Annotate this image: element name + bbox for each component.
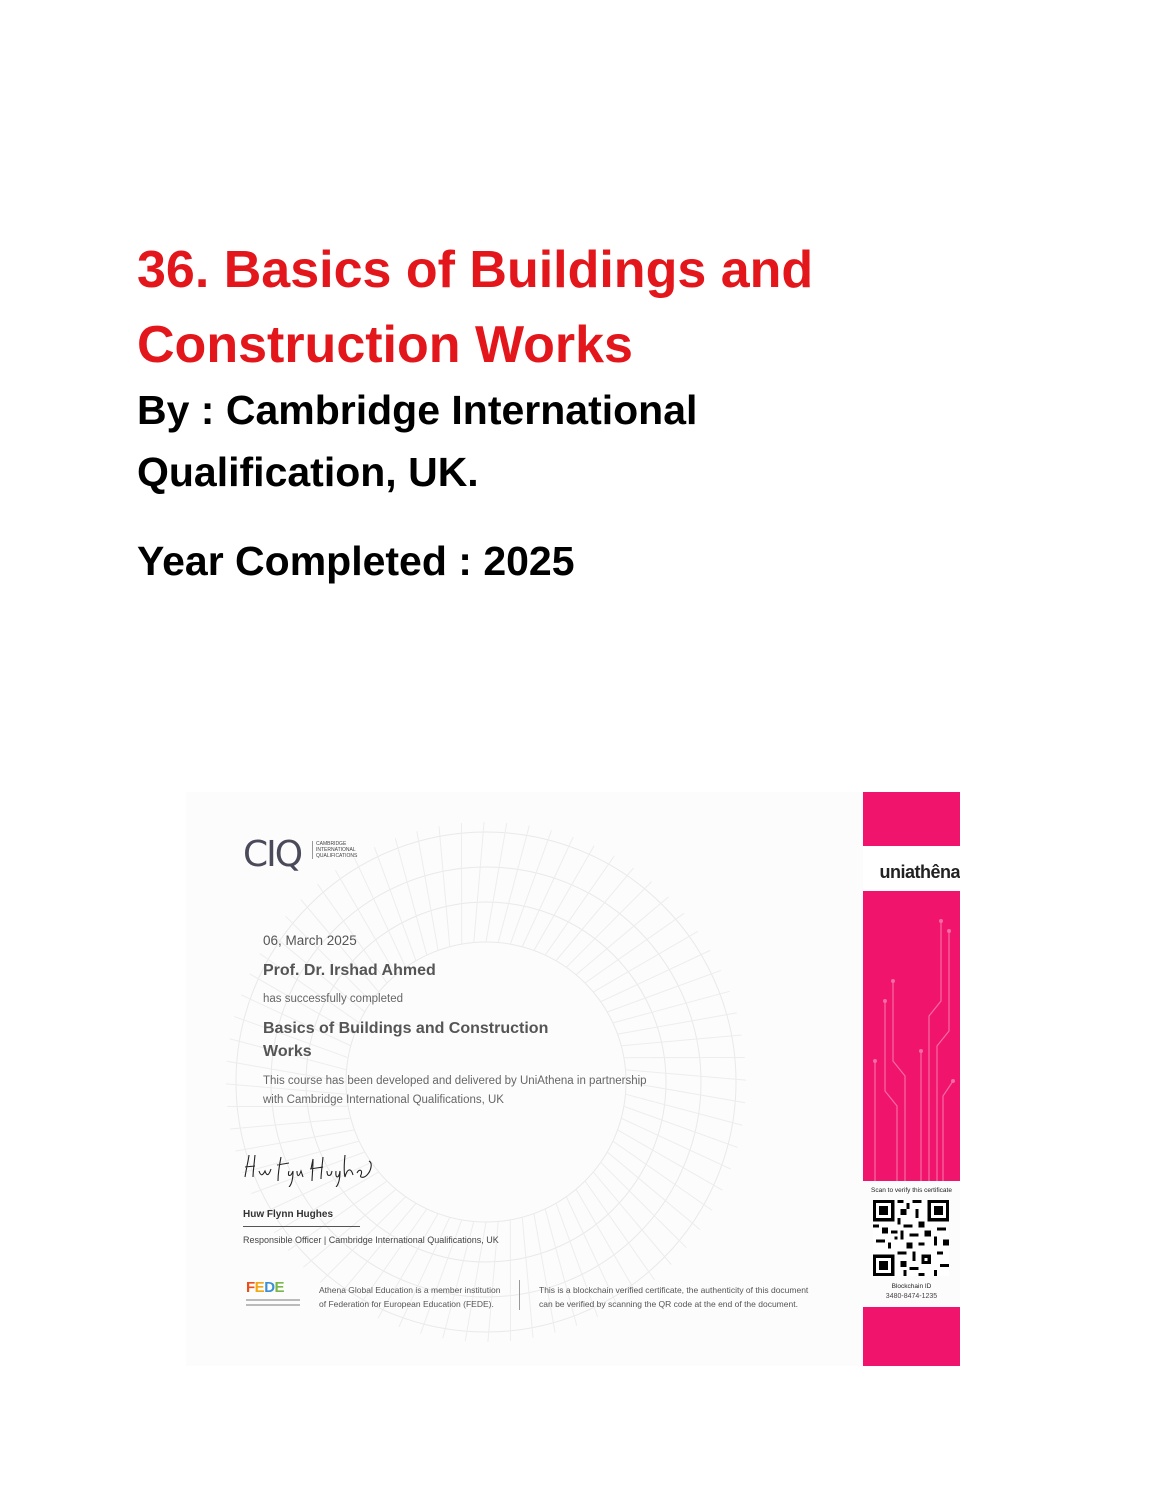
blockchain-id-label: Blockchain ID	[891, 1283, 932, 1290]
circuit-pattern	[863, 891, 960, 1181]
page-title-line-2: Construction Works	[137, 316, 633, 374]
ciq-logo-mark: CIQ	[243, 834, 302, 875]
fede-text-line-2: of Federation for European Education (FEDE).	[319, 1299, 494, 1309]
blockchain-id-value: 3480-8474-1235	[885, 1293, 938, 1300]
qr-code	[873, 1200, 949, 1276]
course-title-line-2: Works	[263, 1043, 312, 1060]
signature-image	[241, 1147, 381, 1187]
fede-logo-caption	[246, 1304, 300, 1306]
ciq-logo-text-line: QUALIFICATIONS	[316, 853, 358, 859]
course-description-line-2: with Cambridge International Qualifications, UK	[263, 1094, 504, 1106]
completed-text: has successfully completed	[263, 993, 403, 1005]
ciq-logo-text-line: INTERNATIONAL	[316, 847, 356, 853]
certificate-date: 06, March 2025	[263, 933, 357, 948]
side-panel-circuit-band	[863, 891, 960, 1181]
year-completed: Year Completed : 2025	[137, 538, 575, 584]
course-description-line-1: This course has been developed and delivered by UniAthena in partnership	[263, 1075, 647, 1087]
provider-line-1: By : Cambridge International	[137, 387, 698, 433]
uniathena-logo: uniathêna	[879, 862, 960, 882]
provider-line-2: Qualification, UK.	[137, 449, 479, 495]
ciq-logo-text-line: CAMBRIDGE	[316, 841, 347, 847]
blockchain-text-line-2: can be verified by scanning the QR code at the end of the document.	[539, 1299, 798, 1309]
fede-logo-word: FEDE	[246, 1279, 285, 1296]
page-title-line-1: 36. Basics of Buildings and	[137, 241, 814, 299]
side-panel-bottom-band	[863, 1307, 960, 1366]
signatory-role: Responsible Officer | Cambridge International Qualifications, UK	[243, 1235, 499, 1245]
signature-divider	[243, 1226, 360, 1227]
side-panel	[863, 792, 960, 1366]
fede-logo	[246, 1279, 306, 1311]
signatory-name: Huw Flynn Hughes	[243, 1209, 333, 1220]
side-panel-top-band	[863, 792, 960, 846]
scan-instruction: Scan to verify this certificate	[871, 1187, 952, 1194]
course-title-line-1: Basics of Buildings and Construction	[263, 1020, 549, 1037]
footer-divider	[519, 1280, 520, 1310]
fede-text-line-1: Athena Global Education is a member institution	[319, 1285, 501, 1295]
fede-logo-caption	[246, 1299, 300, 1301]
certificate-image	[186, 792, 960, 1366]
recipient-name: Prof. Dr. Irshad Ahmed	[263, 962, 436, 979]
ciq-logo-text	[312, 841, 357, 859]
blockchain-text-line-1: This is a blockchain verified certificate, the authenticity of this document	[539, 1285, 809, 1295]
